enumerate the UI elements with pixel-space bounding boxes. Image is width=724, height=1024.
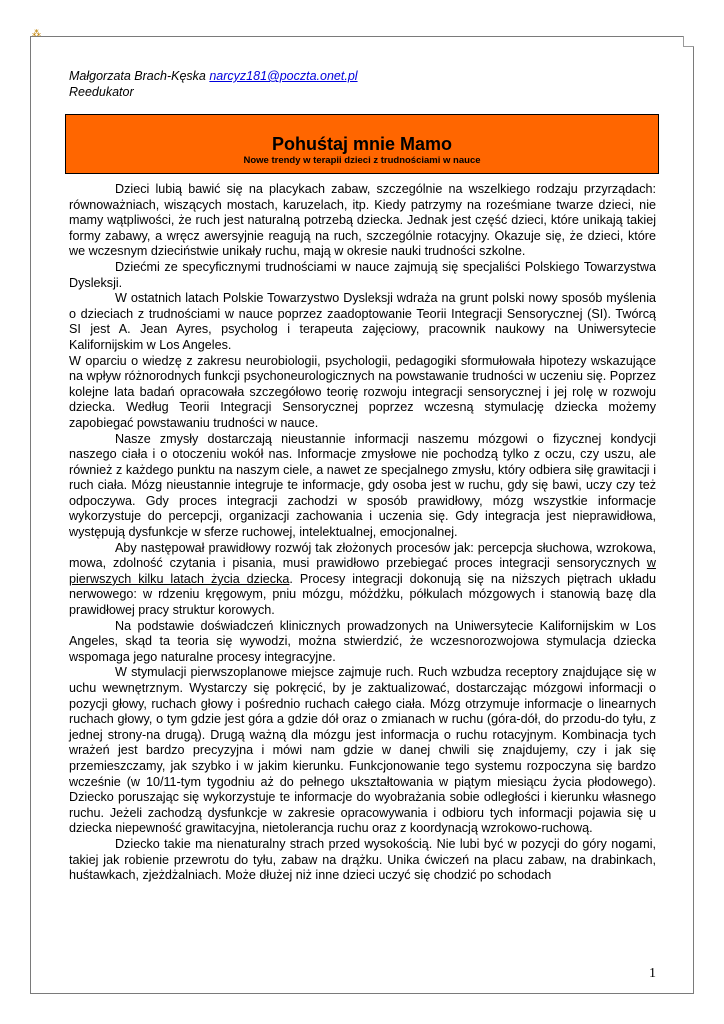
anchor-icon: ⁂ — [32, 28, 41, 38]
author-block — [69, 68, 358, 100]
author-email-link[interactable]: narcyz181@poczta.onet.pl — [209, 69, 358, 83]
paragraph: Nasze zmysły dostarczają nieustannie informacji naszemu mózgowi o fizycznej kondycji naszego ciała i o otoczeniu wokół nas. Informacje zmysłowe nie pochodzą tylko z oczu, czy uszu, ale również z każdego punktu na naszym ciele, a nawet ze specjalnego zmysłu, który odbiera siłę grawitacji i ruch ciała. Mózg nieustannie integruje te informacje, gdy osoba jest w ruchu, gdy się bawi, uczy czy też odpoczywa. Gdy proces integracji zachodzi w sposób prawidłowy, mózg wszystkie informacje wykorzystuje do percepcji, organizacji zachowania i uczenia się. Gdy integracja jest nieprawidłowa, występują dysfunkcje w sferze ruchowej, intelektualnej, emocjonalnej. — [69, 431, 656, 540]
author-name: Małgorzata Brach-Kęska — [69, 69, 206, 83]
paragraph: Dziecko takie ma nienaturalny strach przed wysokością. Nie lubi być w pozycji do góry nogami, takiej jak robienie przewrotu do tyłu, zabaw na drążku. Unika ćwiczeń na placu zabaw, na drabinkach, huśtawkach, zjeżdżalniach. Może dłużej niż inne dzieci uczyć się chodzić po schodach — [69, 836, 656, 883]
paragraph-text: . Procesy integracji dokonują się na niższych piętrach układu nerwowego: w rdzeniu kręgowym, pniu mózgu, móżdżku, półkulach mózgowych i stanowią bazę dla prawidłowej pracy struktur korowych. — [69, 571, 656, 618]
author-role: Reedukator — [69, 85, 134, 99]
paragraph: Dziećmi ze specyficznymi trudnościami w nauce zajmują się specjaliści Polskiego Towarzystwa Dysleksji. — [69, 259, 656, 290]
paragraph-text: Aby następował prawidłowy rozwój tak złożonych procesów jak: percepcja słuchowa, wzrokowa, mowa, zdolność czytania i pisania, musi prawidłowo przebiegać proces integracji sensorycznych — [69, 540, 656, 571]
page-number: 1 — [649, 966, 656, 981]
paragraph — [69, 541, 656, 619]
paragraph: Dzieci lubią bawić się na placykach zabaw, szczególnie na wszelkiego rodzaju przyrządach: równoważniach, wiszących mostach, karuzelach, itp. Kiedy patrzymy na roześmiane twarze dzieci, nie mamy wątpliwości, że ruch jest naturalną potrzebą dziecka. Jednak jest część dzieci, które unikają takiej formy zabawy, a wręcz awersyjnie reagują na ruch, szczególnie rotacyjny. Okazuje się, że dzieci, które we wczesnym dzieciństwie unikały ruchu, mają w okresie nauki trudności szkolne. — [69, 182, 656, 259]
underlined-phrase: w pierwszych kilku latach życia dziecka — [69, 556, 656, 586]
paragraph: W oparciu o wiedzę z zakresu neurobiologii, psychologii, pedagogiki sformułowała hipotezy wskazujące na wpływ różnorodnych funkcji psychoneurologicznych na powstawanie trudności w uczeniu się. Poprzez kolejne lata badań opracowała szczegółowo teorię rozwoju integracji sensorycznej i jej rolę w rozwoju dziecka. Według Teorii Integracji Sensorycznej poprzez wczesną stymulację dziecka możemy zapobiegać powstawaniu trudności w nauce. — [69, 353, 656, 430]
paragraph: Na podstawie doświadczeń klinicznych prowadzonych na Uniwersytecie Kalifornijskim w Los Angeles, skąd ta teoria się wywodzi, można stwierdzić, że wczesnorozwojowa stymulacja dziecka wspomaga jego naturalne procesy integracyjne. — [69, 618, 656, 664]
paragraph: W ostatnich latach Polskie Towarzystwo Dysleksji wdraża na grunt polski nowy sposób myślenia o dzieciach z trudnościami w nauce poprzez zaadoptowanie Teorii Integracji Sensorycznej (SI). Twórcą SI jest A. Jean Ayres, psycholog i terapeuta zajęciowy, pracownik naukowy na Uniwersytecie Kalifornijskim w Los Angeles. — [69, 291, 656, 352]
page-fold-icon — [683, 36, 694, 47]
document-title: Pohuśtaj mnie Mamo — [271, 134, 453, 154]
paragraph: W stymulacji pierwszoplanowe miejsce zajmuje ruch. Ruch wzbudza receptory znajdujące się w uchu wewnętrznym. Wystarczy się pokręcić, by je zaktualizować, dostarczając mózgowi informacji o pozycji głowy, ruchach głowy i pośrednio ruchach całego ciała. Mózg otrzymuje informacje o linearnych ruchach głowy, o tym gdzie jest góra a gdzie dół oraz o zmianach w ruchu (góra-dół, do przodu-do tyłu, z jednej strony-na drugą). Drugą ważną dla mózgu jest informacja o ruchu rotacyjnym. Kombinacja tych wrażeń jest bardzo precyzyjna i mówi nam gdzie w danej chwili się znajdujemy, czy i jak się przemieszczamy, jak szybko i w jakim kierunku. Funkcjonowanie tego systemu rozpoczyna się bardzo wcześnie (w 10/11-tym tygodniu aż do pełnego ukształtowania w piątym miesiącu życia płodowego). Dziecko poruszając się wykorzystuje te informacje do wyobrażania sobie odległości i kierunku własnego ruchu. Jeżeli zachodzą dysfunkcje w zakresie opracowywania i odbioru tych informacji pojawia się u dziecka niepewność grawitacyjna, nietolerancja ruchu oraz z koordynacją wzrokowo-ruchową. — [69, 665, 656, 836]
document-subtitle: Nowe trendy w terapii dzieci z trudnościami w nauce — [243, 155, 481, 166]
article-body — [69, 182, 656, 884]
title-banner — [65, 114, 659, 174]
